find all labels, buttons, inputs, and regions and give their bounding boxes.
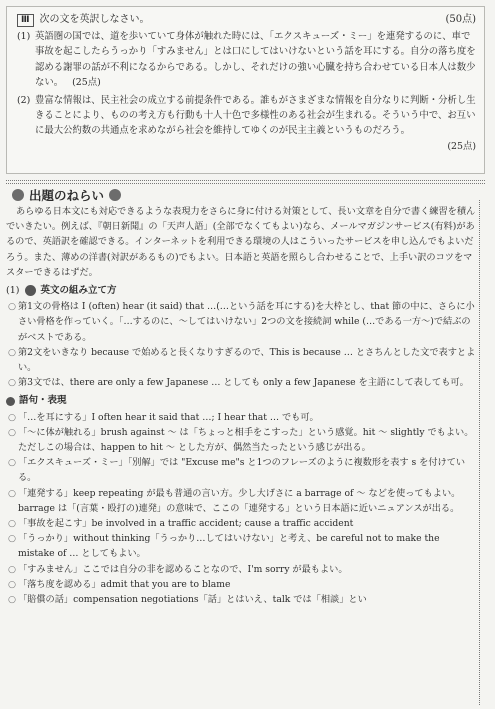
list-item	[6, 345, 476, 375]
bullet-icon: ○	[7, 377, 17, 389]
list-item	[6, 592, 476, 607]
bullet-icon: ○	[7, 346, 17, 358]
list-item-text: 「すみません」ここでは自分の非を認めることなので、I'm sorry が最もよい。	[18, 563, 348, 575]
bullet-icon: ○	[7, 487, 17, 499]
list-item	[6, 425, 476, 455]
list-item	[6, 562, 476, 577]
aim-paragraph: あらゆる日本文にも対応できるような表現力をさらに身に付ける対策として、長い文章を自分で書く練習を積んでいきたい。例えば、『朝日新聞』の「天声人語」(全部でなくてもよい)なら、メールマガジンサービス(有料)があるので、英語訳を確認できる。インターネットを利用できる環境の人はこういったサービスを申し込んでもよいだろう。また、薄めの洋書(対訳があるもの)でもよい。日本語と英語を照らし合わせることで、上手い訳のコツをマスターできるはずだ。	[6, 206, 476, 278]
question-number: (2)	[17, 94, 31, 106]
question-text: 豊富な情報は、民主社会の成立する前提条件である。誰もがさまざまな情報を自分なりに判断・分析し生きることにより、ものの考え方も行動も十人十色で多様性のある社会が生まれる。そういう中で、お互いに最大公約数の共通点を求めながら社会を維持してゆくのが民主主義というものだろう。	[35, 94, 476, 137]
list-item	[6, 299, 476, 345]
list-item-text: 「落ち度を認める」admit that you are to blame	[18, 578, 231, 590]
decorative-blob-icon	[109, 189, 121, 201]
question-score: (25点)	[72, 77, 101, 89]
bullet-icon: ○	[7, 426, 17, 438]
structure-marker-icon	[25, 285, 36, 296]
exercise-instruction: 次の文を英訳しなさい。	[39, 14, 150, 25]
phrases-title: 語句・表現	[19, 395, 67, 407]
structure-header	[6, 283, 476, 298]
exercise-box	[6, 6, 485, 174]
phrases-marker-icon	[6, 397, 15, 406]
bullet-icon: ○	[7, 594, 17, 606]
bullet-icon: ○	[7, 457, 17, 469]
bullet-icon: ○	[7, 578, 17, 590]
divider-top	[6, 180, 485, 181]
decorative-blob-icon	[12, 189, 24, 201]
divider-top-2	[6, 183, 485, 184]
list-item	[6, 516, 476, 531]
question-2	[17, 93, 476, 155]
aim-header	[12, 186, 121, 204]
list-item	[6, 455, 476, 485]
list-item-text: 「〜に体が触れる」brush against 〜 は「ちょっと相手をこすった」という感覚。hit 〜 slightly でもよい。ただしこの場合は、happen to hit 〜 とした方が、偶然当たったという感じが出る。	[18, 426, 474, 454]
right-rule	[479, 200, 480, 705]
list-item-text: 「…を耳にする」I often hear it said that …; I hear that … でも可。	[18, 411, 319, 423]
list-item	[6, 375, 476, 390]
phrases-header	[6, 393, 476, 408]
list-item-text: 「連発する」keep repeating が最も普通の言い方。少し大げさに a barrage of 〜 などを使ってもよい。barrage は「(言葉・殴打の)連発」の意味で、ここの「連発する」という日本語に近いニュアンスが出る。	[18, 487, 461, 514]
list-item	[6, 577, 476, 592]
bullet-icon: ○	[7, 411, 17, 423]
exercise-header	[17, 13, 476, 27]
list-item	[6, 531, 476, 561]
question-number: (1)	[17, 31, 31, 42]
list-item	[6, 486, 476, 516]
list-item-text: 「事故を起こす」be involved in a traffic accident; cause a traffic accident	[18, 518, 354, 530]
aim-title: 出題のねらい	[29, 188, 105, 203]
list-item-text: 第2文をいきなり because で始めると長くなりすぎるので、This is because … とさちんとした文で表すとよい。	[18, 346, 476, 374]
structure-title: 英文の組み立て方	[40, 285, 117, 297]
bullet-icon: ○	[7, 518, 17, 530]
question-1	[17, 29, 476, 91]
bullet-icon: ○	[7, 301, 17, 313]
exercise-number: Ⅲ	[17, 14, 34, 27]
list-item-text: 「エクスキューズ・ミー」「別解」では "Excuse me"s と1つのフレーズのように複数形を表す s を付けている。	[18, 457, 466, 484]
list-item-text: 第1文の骨格は I (often) hear (it said) that …(…という話を耳にする)を大枠とし、that 節の中に、さらに小さい骨格を作っていく。「…するのに、〜してはいけない」2つの文を接続詞 while (…である一方〜)で結ぶのがベストである。	[18, 301, 475, 343]
list-item	[6, 410, 476, 425]
structure-number: (1)	[6, 285, 20, 297]
list-item-text: 「賠償の話」compensation negotiations「話」とはいえ、talk では「相談」とい	[18, 594, 367, 606]
list-item-text: 「うっかり」without thinking「うっかり…してはいけない」と考え、be careful not to make the mistake of … としてもよい。	[18, 533, 440, 560]
bullet-icon: ○	[7, 563, 17, 575]
list-item-text: 第3文では、there are only a few Japanese … としても only a few Japanese を主語にして表しても可。	[18, 377, 469, 389]
exercise-points: (50点)	[445, 14, 476, 25]
question-text: 英語圏の国では、道を歩いていて身体が触れた時には、「エクスキューズ・ミー」を連発するのに、車で事故を起こしたらうっかり「すみません」とは口にしてはいけないという話を耳にする。自分の落ち度を認める謝罪の話が不利になるからである。しかし、それだけの強い心臓を持ち合わせている日本人は数少ない。	[35, 31, 476, 89]
commentary	[6, 204, 476, 704]
bullet-icon: ○	[7, 533, 17, 545]
question-score: (25点)	[447, 140, 476, 152]
